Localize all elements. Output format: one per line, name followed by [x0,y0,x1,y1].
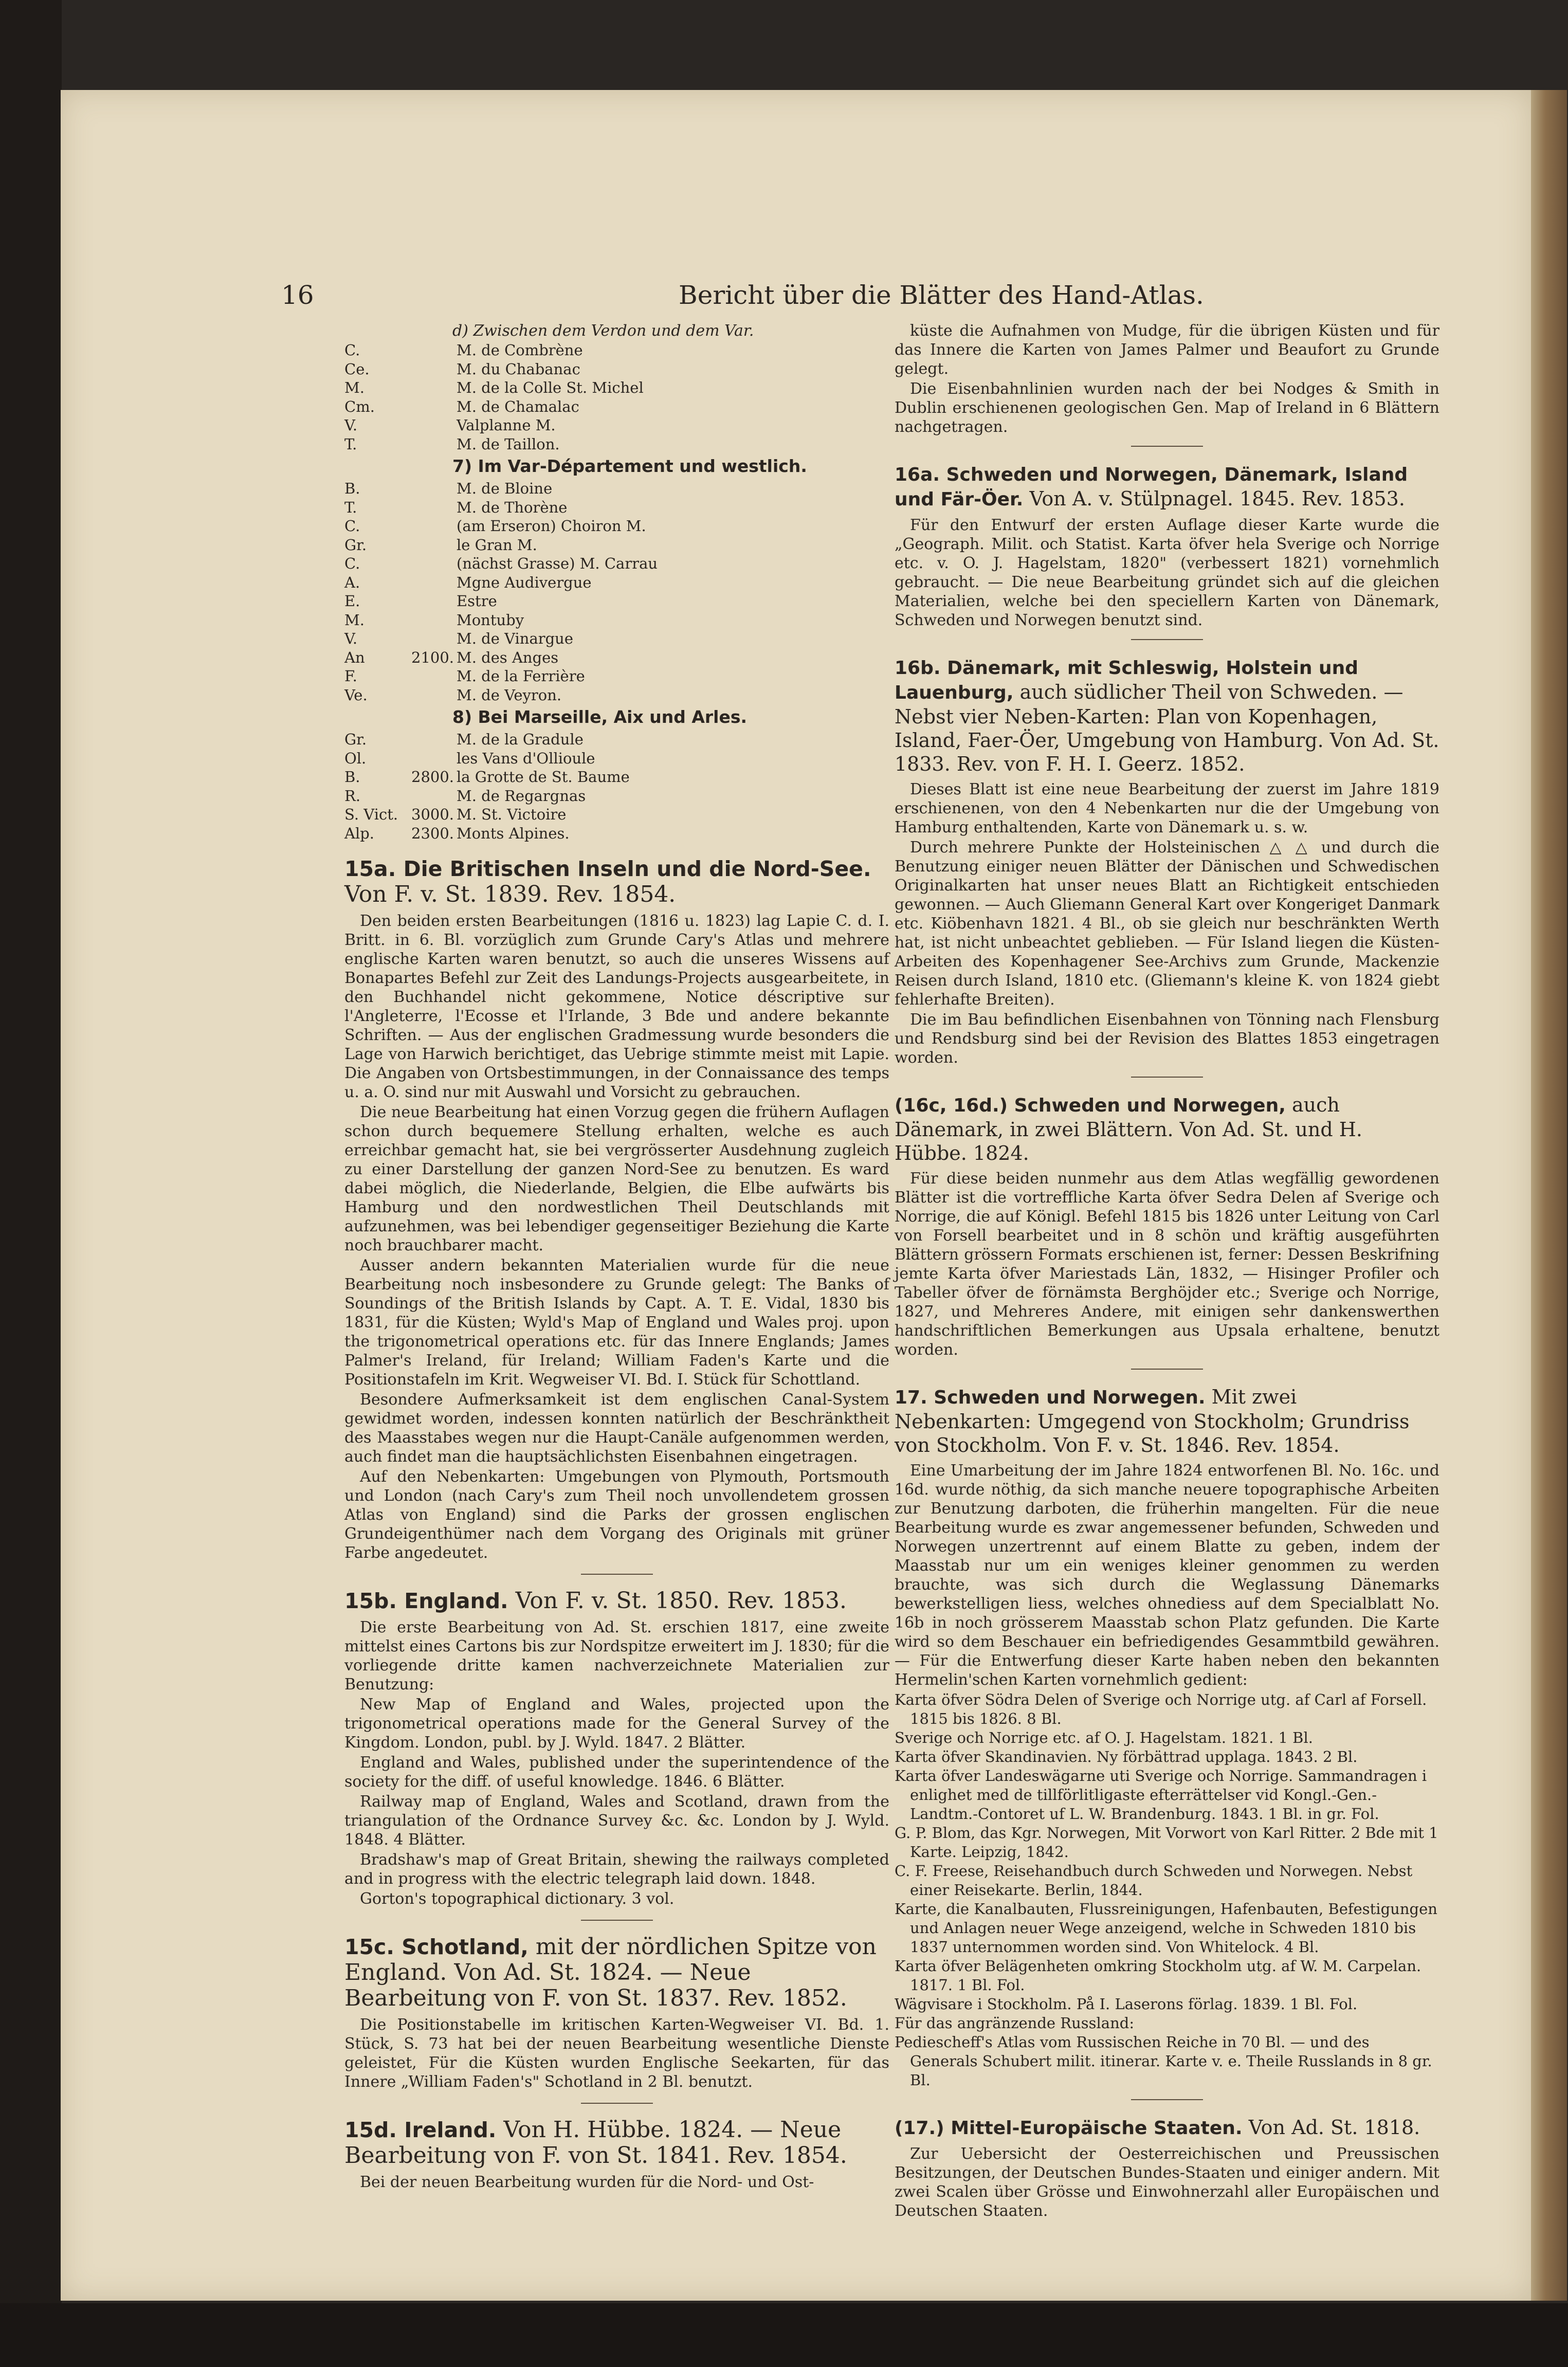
divider [1131,639,1203,640]
name-cell: M. de Regargnas [457,787,586,805]
table-row [344,648,889,667]
table-row [344,360,889,379]
table-row [344,341,889,360]
elevation-cell [411,435,457,454]
paragraph: Besondere Aufmerksamkeit ist dem englischen Canal-System gewidmet worden, indessen konnten natürlich der Beschränktheit des Maasstabes wegen nur die Haupt-Canäle aufgenommen werden, auch findet man die hauptsächlichsten Eisenbahnen eingetragen. [344,1391,889,1466]
background-left [0,0,62,2367]
section-16b-body [895,780,1439,1067]
background-bottom [0,2303,1568,2367]
elevation-cell [411,611,457,630]
abbrev-cell: V. [344,630,358,647]
paragraph: New Map of England and Wales, projected upon the trigonometrical operations made for the General Survey of the Kingdom. London, publ. by J. Wyld. 1847. 2 Blätter. [344,1696,889,1752]
divider [1131,2099,1203,2100]
abbrev-cell: B. [344,480,360,497]
section-d-heading: d) Zwischen dem Verdon und dem Var. [452,322,754,340]
running-title: Bericht über die Blätter des Hand-Atlas. [679,280,1204,310]
elevation-cell [411,730,457,749]
left-column [344,321,889,2193]
elevation-cell [411,554,457,573]
name-cell: M. St. Victoire [457,806,567,823]
section-17-body [895,1461,1439,1689]
name-cell: M. de Chamalac [457,397,579,415]
table-row [344,629,889,648]
name-cell: le Gran M. [457,536,537,554]
list-item: Karta öfver Belägenheten omkring Stockholm utg. af W. M. Carpelan. 1817. 1 Bl. Fol. [895,1957,1421,1994]
list-item: Karta öfver Södra Delen of Sverige och Norrige utg. af Carl af Forsell. 1815 bis 1826. 8 Bl. [895,1691,1427,1727]
abbrev-cell: F. [344,667,357,685]
page-edge [1531,90,1567,2301]
abbrev-cell: Alp. [344,824,374,842]
paragraph: Für den Entwurf der ersten Auflage dieser Karte wurde die „Geograph. Milit. och Statist. Karta öfver hela Sverige och Norrige etc. v. O. J. Hagelstam, 1820" (verbessert 1821) vornehmlich gebraucht. — Die neue Bearbeitung gründet sich auf die gleichen Materialien, welche bei den speciellern Karten von Dänemark, Schweden und Norwegen benutzt sind. [895,516,1439,629]
abbrev-cell: Cm. [344,397,375,415]
elevation-cell [411,416,457,435]
divider [581,1574,653,1575]
elevation-cell [411,360,457,379]
divider [1131,1369,1203,1370]
abbrev-cell: Gr. [344,731,367,748]
section-15b-body [344,1618,889,1908]
elevation-cell: 3000. [411,806,454,823]
name-cell: (am Erseron) Choiron M. [457,517,646,535]
list-item: Karte, die Kanalbauten, Flussreinigungen, Hafenbauten, Befestigungen und Anlagen neuer Wege anzeigend, welche in Schweden 1810 bis 1837 unternommen worden sind. Von Whitelock. 4 Bl. [895,1900,1437,1956]
elevation-cell [411,667,457,686]
elevation-cell [411,498,457,517]
abbrev-cell: Gr. [344,536,367,554]
list-item: Sverige och Norrige etc. af O. J. Hagelstam. 1821. 1 Bl. [895,1729,1313,1746]
section-16a-body [895,516,1439,630]
table-row [344,416,889,435]
name-cell: M. de la Ferrière [457,667,585,685]
paragraph: Durch mehrere Punkte der Holsteinischen △ △ und durch die Benutzung einiger neuen Blätter der Dänischen und Schwedischen Originalkarten hat unser neues Blatt an Richtigkeit entschieden gewonnen. — Auch Gliemann General Kart over Kongeriget Danmark etc. Kiöbenhavn 1821. 4 Bl., ob sie gleich nur beschränkten Werth hat, ist nicht unbeachtet geblieben. — Für Island liegen die Küsten-Arbeiten des Kopenhagener See-Archivs zum Grunde, Mackenzie Reisen durch Island, 1810 etc. (Gliemann's kleine K. von 1824 giebt fehlerhafte Breiten). [895,839,1439,1009]
table-row [344,824,889,843]
table-row [344,517,889,536]
paragraph: Railway map of England, Wales and Scotland, drawn from the triangulation of the Ordnance Survey &c. &c. London by J. Wyld. 1848. 4 Blätter. [344,1793,889,1849]
abbrev-cell: T. [344,498,357,516]
abbrev-cell: C. [344,341,360,359]
list-item: C. F. Freese, Reisehandbuch durch Schweden und Norwegen. Nebst einer Reisekarte. Berlin, 1844. [895,1862,1413,1899]
section-16a-title: 16a. Schweden und Norwegen, Dänemark, Island und Fär-Öer. Von A. v. Stülpnagel. 1845. Rev. 1853. [895,464,1408,510]
section-15c-title: 15c. Schotland, mit der nördlichen Spitze von England. Von Ad. St. 1824. — Neue Bearbeitung von F. von St. 1837. Rev. 1852. [344,1934,877,2011]
paragraph: küste die Aufnahmen von Mudge, für die übrigen Küsten und für das Innere die Karten von James Palmer und Beaufort zu Grunde gelegt. [895,322,1439,378]
paragraph: Die neue Bearbeitung hat einen Vorzug gegen die frühern Auflagen schon durch bequemere Stellung erhalten, welche es auch erreichbar gemacht hat, sie bei vergrösserter Ausdehnung zugleich zu einer Darstellung der ganzen Nord-See zu benutzen. Es ward dabei möglich, die Niederlande, Belgien, die Elbe aufwärts bis Hamburg und den nordwestlichen Theil Deutschlands mit aufzunehmen, was bei lebendiger gegenseitiger Beziehung die Karte noch brauchbarer macht. [344,1103,889,1254]
list-item: Wägvisare i Stockholm. På I. Laserons förlag. 1839. 1 Bl. Fol. [895,1995,1358,2013]
section-8-list [344,730,889,843]
abbrev-cell: V. [344,416,358,434]
section-17b-title: (17.) Mittel-Europäische Staaten. Von Ad. St. 1818. [895,2116,1420,2139]
elevation-cell [411,592,457,611]
table-row [344,667,889,686]
elevation-cell [411,787,457,806]
abbrev-cell: C. [344,517,360,535]
divider [1131,1077,1203,1078]
name-cell: M. de Thorène [457,498,568,516]
table-row [344,573,889,592]
section-d-list [344,341,889,453]
list-item: Karta öfver Skandinavien. Ny förbättrad upplaga. 1843. 2 Bl. [895,1748,1358,1765]
abbrev-cell: An [344,648,365,666]
elevation-cell [411,749,457,768]
elevation-cell [411,517,457,536]
paragraph: Gorton's topographical dictionary. 3 vol. [360,1890,674,1908]
section-15d-title: 15d. Ireland. Von H. Hübbe. 1824. — Neue Bearbeitung von F. von St. 1841. Rev. 1854. [344,2117,847,2169]
name-cell: M. de Veyron. [457,686,562,704]
paragraph: Die Positionstabelle im kritischen Karten-Wegweiser VI. Bd. 1. Stück, S. 73 hat bei der neuen Bearbeitung wesentliche Dienste geleistet, Für die Küsten wurden Englische Seekarten, für das Innere „William Faden's" Schotland in 2 Bl. benutzt. [344,2016,889,2091]
page-number: 16 [281,280,314,310]
list-item: Pediescheff's Atlas vom Russischen Reiche in 70 Bl. — und des Generals Schubert milit. itinerar. Karte v. e. Theile Russlands in 8 gr. Bl. [895,2033,1432,2089]
abbrev-cell: A. [344,573,360,591]
section-15c-body [344,2015,889,2091]
section-15a-title: 15a. Die Britischen Inseln und die Nord-See. Von F. v. St. 1839. Rev. 1854. [344,857,871,907]
elevation-cell: 2100. [411,648,454,666]
abbrev-cell: E. [344,592,360,610]
abbrev-cell: R. [344,787,361,805]
section-17b-body [895,2144,1439,2220]
divider [581,1920,653,1921]
abbrev-cell: T. [344,435,357,453]
section-17-title: 17. Schweden und Norwegen. Mit zwei Nebenkarten: Umgegend von Stockholm; Grundriss von Stockholm. Von F. v. St. 1846. Rev. 1854. [895,1386,1410,1456]
paragraph: Die im Bau befindlichen Eisenbahnen von Tönning nach Flensburg und Rendsburg sind bei der Revision des Blattes 1853 eingetragen worden. [895,1011,1439,1067]
abbrev-cell: B. [344,768,360,786]
table-row [344,435,889,454]
abbrev-cell: S. Vict. [344,806,398,823]
section-8-heading: 8) Bei Marseille, Aix und Arles. [452,707,747,727]
section-16c-body [895,1169,1439,1359]
section-17-sources [895,1690,1439,2090]
paragraph: Bei der neuen Bearbeitung wurden für die Nord- und Ost- [360,2173,814,2191]
name-cell: M. de Vinargue [457,630,574,647]
paragraph: England and Wales, published under the superintendence of the society for the diff. of useful knowledge. 1846. 6 Blätter. [344,1754,889,1791]
table-row [344,749,889,768]
abbrev-cell: M. [344,379,364,396]
abbrev-cell: M. [344,611,364,629]
name-cell: M. des Anges [457,648,559,666]
paragraph: Zur Uebersicht der Oesterreichischen und Preussischen Besitzungen, der Deutschen Bundes-Staaten und einiger andern. Mit zwei Scalen über Grösse und Einwohnerzahl aller Europäischen und Deutschen Staaten. [895,2145,1439,2220]
abbrev-cell: Ol. [344,749,367,767]
paragraph: Den beiden ersten Bearbeitungen (1816 u. 1823) lag Lapie C. d. I. Britt. in 6. Bl. vorzüglich zum Grunde Cary's Atlas und mehrere englische Karten waren benutzt, so auch die unseres Wissens auf Bonapartes Befehl zur Zeit des Landungs-Projects ausgearbeitete, in den Buchhandel nicht gekommene, Notice déscriptive sur l'Angleterre, l'Ecosse et l'Irlande, 3 Bde und andere bekannte Schriften. — Aus der englischen Gradmessung wurde besonders die Lage von Harwich berichtiget, das Uebrige stimmte meist mit Lapie. Die Angaben von Ortsbestimmungen, in der Connaissance des temps u. a. O. sind nur mit Auswahl und Vorsicht zu gebrauchen. [344,912,889,1101]
elevation-cell: 2800. [411,768,454,786]
table-row [344,536,889,555]
section-16b-title: 16b. Dänemark, mit Schleswig, Holstein und Lauenburg, auch südlicher Theil von Schweden. — Nebst vier Neben-Karten: Plan von Kopenhagen, Island, Faer-Öer, Umgebung von Hamburg. Von Ad. St. 1833. Rev. von F. H. I. Geerz. 1852. [895,658,1439,775]
right-column [895,321,1439,2222]
ireland-continuation [895,321,1439,436]
section-15d-body [344,2173,889,2192]
divider [581,2103,653,2104]
abbrev-cell: C. [344,555,360,572]
name-cell: M. de Bloine [457,480,553,497]
table-row [344,805,889,824]
elevation-cell [411,686,457,705]
abbrev-cell: Ce. [344,360,370,378]
name-cell: Valplanne M. [457,416,556,434]
name-cell: M. de la Gradule [457,731,584,748]
section-7-heading: 7) Im Var-Département und westlich. [452,456,807,476]
paragraph: Für diese beiden nunmehr aus dem Atlas wegfällig gewordenen Blätter ist die vortreffliche Karta öfver Sedra Delen af Sverige och Norrige, die auf Königl. Befehl 1815 bis 1826 unter Leitung von Carl von Forsell bearbeitet und in 8 schön und kräftig ausgeführten Blättern grössern Formats erschienen ist, ferner: Dessen Beskrifning jemte Karta öfver Mariestads Län, 1832, — Hisinger Profiler och Tabeller öfver de förnämsta Berghöjder etc.; Sverige och Norrige, 1827, und Mehreres Andere, mit einigen sehr dankenswerthen handschriftlichen Bemerkungen aus Upsala erhaltene, benutzt worden. [895,1170,1439,1359]
table-row [344,730,889,749]
name-cell: Montuby [457,611,524,629]
abbrev-cell: Ve. [344,686,368,704]
table-row [344,554,889,573]
paragraph: Auf den Nebenkarten: Umgebungen von Plymouth, Portsmouth und London (nach Cary's zum Theil noch unvollendetem grossen Atlas von England) sind die Parks der grossen englischen Grundeigenthümer nach dem Vorgang des Originals mit grüner Farbe angedeutet. [344,1468,889,1562]
paragraph: Ausser andern bekannten Materialien wurde für die neue Bearbeitung noch insbesondere zu Grunde gelegt: The Banks of Soundings of the British Islands by Capt. A. T. E. Vidal, 1830 bis 1831, für die Küsten; Wyld's Map of England und Wales proj. upon the trigonometrical operations etc. für das Innere Englands; James Palmer's Ireland, für Ireland; William Faden's Karte und die Positionstafeln im Krit. Wegweiser VI. Bd. I. Stück für Schottland. [344,1257,889,1389]
list-item: G. P. Blom, das Kgr. Norwegen, Mit Vorwort von Karl Ritter. 2 Bde mit 1 Karte. Leipzig, 1842. [895,1824,1438,1861]
table-row [344,479,889,498]
name-cell: (nächst Grasse) M. Carrau [457,555,658,572]
table-row [344,498,889,517]
table-row [344,592,889,611]
paragraph: Die erste Bearbeitung von Ad. St. erschien 1817, eine zweite mittelst eines Cartons bis zur Nordspitze erweitert im J. 1830; für die vorliegende dritte kamen nachverzeichnete Materialien zur Benutzung: [344,1618,889,1694]
name-cell: Monts Alpines. [457,824,570,842]
table-row [344,378,889,397]
name-cell: M. de Combrène [457,341,583,359]
paragraph: Bradshaw's map of Great Britain, shewing the railways completed and in progress with the electric telegraph laid down. 1848. [344,1851,889,1888]
elevation-cell [411,536,457,555]
elevation-cell [411,573,457,592]
section-15b-title: 15b. England. Von F. v. St. 1850. Rev. 1853. [344,1588,847,1614]
table-row [344,686,889,705]
paragraph: Eine Umarbeitung der im Jahre 1824 entworfenen Bl. No. 16c. und 16d. wurde nöthig, da sich manche neuere topographische Arbeiten zur Benutzung darboten, die früherhin mangelten. Für die neue Bearbeitung wurde es zwar angemessener befunden, Schweden und Norwegen unzertrennt auf einem Blatte zu geben, indem der Maasstab nur um ein weniges kleiner genommen zu werden brauchte, was sich durch die Weglassung Dänemarks bewerkstelligen liess, welches ohnediess auf dem Specialblatt No. 16b in noch grösserem Maasstab schon Platz gefunden. Die Karte wird so dem Beschauer ein befriedigendes Gesammtbild gewähren. — Für die Entwerfung dieser Karte haben neben den bekannten Hermelin'schen Karten vornehmlich gedient: [895,1462,1439,1689]
table-row [344,768,889,787]
table-row [344,397,889,416]
name-cell: Estre [457,592,497,610]
section-7-list [344,479,889,704]
elevation-cell [411,378,457,397]
section-16c-title: (16c, 16d.) Schweden und Norwegen, auch Dänemark, in zwei Blättern. Von Ad. St. und H. Hübbe. 1824. [895,1094,1362,1164]
paragraph: Dieses Blatt ist eine neue Bearbeitung der zuerst im Jahre 1819 erschienenen, von den 4 Nebenkarten nur die der Umgebung von Hamburg enthaltenden, Karte von Dänemark u. s. w. [895,780,1439,836]
section-15a-body [344,912,889,1562]
elevation-cell [411,397,457,416]
paragraph: Die Eisenbahnlinien wurden nach der bei Nodges & Smith in Dublin erschienenen geologischen Gen. Map of Ireland in 6 Blättern nachgetragen. [895,380,1439,436]
divider [1131,446,1203,447]
elevation-cell: 2300. [411,824,454,842]
table-row [344,611,889,630]
name-cell: M. de la Colle St. Michel [457,379,644,396]
name-cell: Mgne Audivergue [457,573,592,591]
elevation-cell [411,341,457,360]
name-cell: les Vans d'Ollioule [457,749,595,767]
name-cell: M. de Taillon. [457,435,560,453]
list-item: Für das angränzende Russland: [895,2014,1135,2032]
elevation-cell [411,479,457,498]
list-item: Karta öfver Landeswägarne uti Sverige och Norrige. Sammandragen i enlighet med de tillförlitligaste efterrättelser vid Kongl.-Gen.-Landtm.-Contoret uf L. W. Brandenburg. 1843. 1 Bl. in gr. Fol. [895,1767,1427,1823]
table-row [344,787,889,806]
elevation-cell [411,629,457,648]
name-cell: la Grotte de St. Baume [457,768,630,786]
name-cell: M. du Chabanac [457,360,580,378]
